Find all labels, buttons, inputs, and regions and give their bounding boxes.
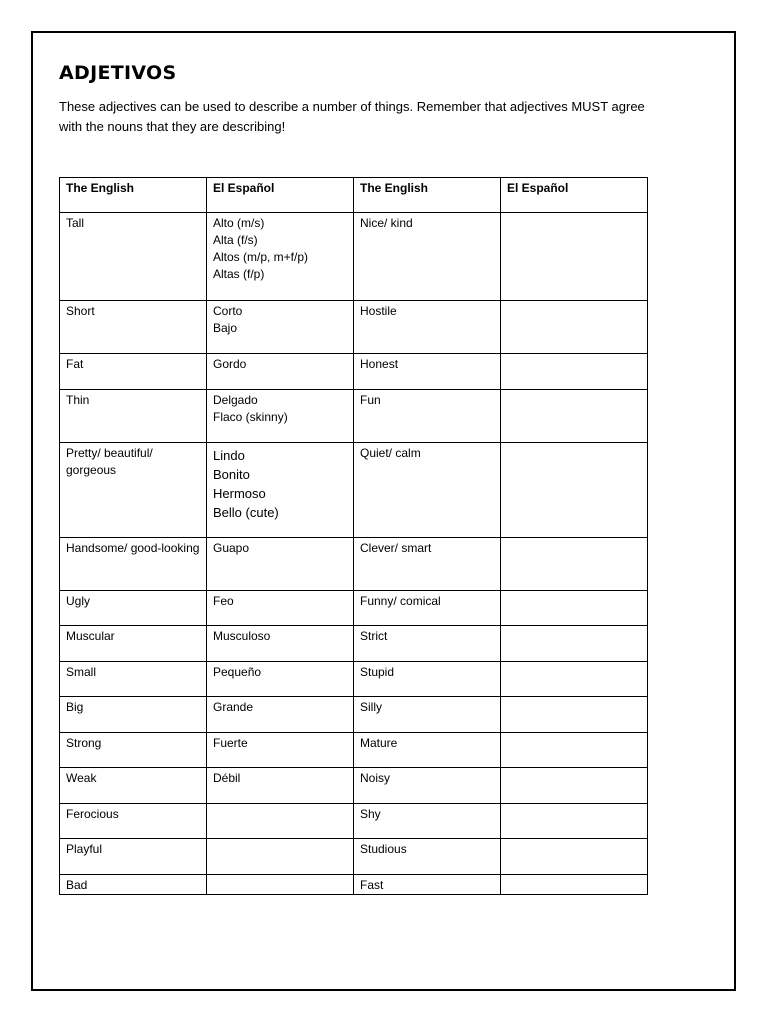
english-cell: Shy (354, 804, 501, 839)
table-row (60, 213, 648, 301)
header-spanish-1: El Español (207, 178, 354, 213)
table-row (60, 591, 648, 626)
english-cell: Mature (354, 733, 501, 768)
spanish-cell (207, 662, 354, 697)
spanish-translation: Grande (213, 700, 254, 714)
english-cell: Weak (60, 768, 207, 804)
english-cell: Big (60, 697, 207, 733)
english-cell: Nice/ kind (354, 213, 501, 301)
intro-paragraph: These adjectives can be used to describe a number of things. Remember that adjectives MUST agree with the nouns that they are describing! (59, 99, 645, 134)
spanish-cell (207, 301, 354, 354)
spanish-answer-cell (501, 875, 648, 895)
table-row (60, 733, 648, 768)
spanish-translation: Feo (213, 594, 234, 608)
spanish-translation: Lindo (213, 448, 245, 463)
english-cell: Bad (60, 875, 207, 895)
english-cell: Thin (60, 390, 207, 443)
spanish-translation: Corto (213, 304, 243, 318)
table-row (60, 538, 648, 591)
table-row (60, 804, 648, 839)
spanish-answer-cell (501, 662, 648, 697)
table-row (60, 839, 648, 875)
spanish-cell (207, 213, 354, 301)
english-cell: Short (60, 301, 207, 354)
english-cell: Funny/ comical (354, 591, 501, 626)
spanish-translation: Altas (f/p) (213, 267, 265, 281)
spanish-answer-cell (501, 697, 648, 733)
spanish-translation: Altos (m/p, m+f/p) (213, 250, 309, 264)
header-spanish-2: El Español (501, 178, 648, 213)
adjectives-table (59, 177, 648, 895)
english-cell: Handsome/ good-looking (60, 538, 207, 591)
table-row (60, 875, 648, 895)
english-cell: Studious (354, 839, 501, 875)
spanish-cell (207, 733, 354, 768)
english-cell: Ferocious (60, 804, 207, 839)
spanish-answer-cell (501, 354, 648, 390)
english-cell: Silly (354, 697, 501, 733)
english-cell: Quiet/ calm (354, 443, 501, 538)
english-cell: Noisy (354, 768, 501, 804)
english-cell: Pretty/ beautiful/ gorgeous (60, 443, 207, 538)
spanish-cell (207, 875, 354, 895)
english-cell: Playful (60, 839, 207, 875)
document-content (59, 62, 649, 137)
english-cell: Muscular (60, 626, 207, 662)
english-cell: Fat (60, 354, 207, 390)
english-cell: Strong (60, 733, 207, 768)
spanish-cell (207, 443, 354, 538)
spanish-answer-cell (501, 839, 648, 875)
spanish-translation: Débil (213, 771, 241, 785)
english-cell: Tall (60, 213, 207, 301)
table-row (60, 768, 648, 804)
table-row (60, 301, 648, 354)
header-english-2: The English (354, 178, 501, 213)
table-row (60, 390, 648, 443)
spanish-cell (207, 626, 354, 662)
spanish-answer-cell (501, 301, 648, 354)
spanish-answer-cell (501, 768, 648, 804)
english-cell: Fun (354, 390, 501, 443)
spanish-cell (207, 804, 354, 839)
spanish-translation: Flaco (skinny) (213, 410, 288, 424)
spanish-answer-cell (501, 213, 648, 301)
table-row (60, 697, 648, 733)
spanish-translation: Alto (m/s) (213, 216, 265, 230)
spanish-translation: Hermoso (213, 486, 266, 501)
table-row (60, 354, 648, 390)
english-cell: Clever/ smart (354, 538, 501, 591)
spanish-translation: Guapo (213, 541, 250, 555)
table-header-row (60, 178, 648, 213)
header-english-1: The English (60, 178, 207, 213)
table-row (60, 626, 648, 662)
spanish-translation: Bajo (213, 321, 238, 335)
spanish-translation: Bonito (213, 467, 250, 482)
spanish-translation: Bello (cute) (213, 505, 279, 520)
spanish-cell (207, 390, 354, 443)
spanish-translation: Gordo (213, 357, 247, 371)
spanish-cell (207, 538, 354, 591)
english-cell: Hostile (354, 301, 501, 354)
spanish-translation: Pequeño (213, 665, 262, 679)
spanish-cell (207, 591, 354, 626)
table-row (60, 662, 648, 697)
spanish-translation: Alta (f/s) (213, 233, 258, 247)
spanish-translation: Delgado (213, 393, 258, 407)
spanish-translation: Fuerte (213, 736, 248, 750)
english-cell: Fast (354, 875, 501, 895)
spanish-translation: Musculoso (213, 629, 271, 643)
spanish-answer-cell (501, 591, 648, 626)
spanish-answer-cell (501, 390, 648, 443)
spanish-answer-cell (501, 804, 648, 839)
spanish-answer-cell (501, 733, 648, 768)
spanish-cell (207, 697, 354, 733)
spanish-cell (207, 768, 354, 804)
english-cell: Honest (354, 354, 501, 390)
english-cell: Stupid (354, 662, 501, 697)
spanish-cell (207, 354, 354, 390)
page-title: ADJETIVOS (59, 62, 177, 84)
english-cell: Small (60, 662, 207, 697)
table-row (60, 443, 648, 538)
table-body (60, 213, 648, 895)
spanish-cell (207, 839, 354, 875)
spanish-answer-cell (501, 443, 648, 538)
english-cell: Ugly (60, 591, 207, 626)
english-cell: Strict (354, 626, 501, 662)
spanish-answer-cell (501, 626, 648, 662)
spanish-answer-cell (501, 538, 648, 591)
